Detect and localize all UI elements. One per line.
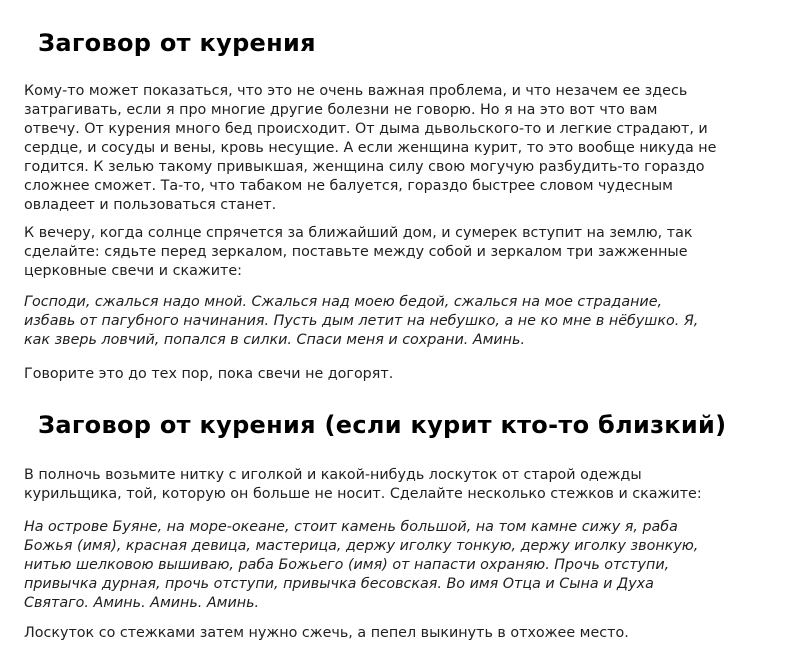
text-line: как зверь ловчий, попался в силки. Спаси меня и сохрани. Аминь. xyxy=(24,332,526,348)
text-line: Говорите это до тех пор, пока свечи не догорят. xyxy=(24,366,394,382)
text-line: Господи, сжалься надо мной. Сжалься над моею бедой, сжалься на мое страдание, xyxy=(24,294,663,310)
prayer-paragraph xyxy=(24,293,784,350)
section-2-instruction xyxy=(24,466,784,504)
text-line: церковные свечи и скажите: xyxy=(24,263,242,279)
closing-paragraph xyxy=(24,624,784,643)
section-2-closing xyxy=(24,624,784,643)
text-line: отвечу. От курения много бед происходит. От дыма дьвольского-то и легкие страдают, и xyxy=(24,121,708,137)
text-line: К вечеру, когда солнце спрячется за ближайший дом, и сумерек вступит на землю, так xyxy=(24,225,693,241)
text-line: овладеет и пользоваться станет. xyxy=(24,197,277,213)
prayer-paragraph xyxy=(24,518,784,613)
section-1-prayer xyxy=(24,293,784,350)
text-line: нитью шелковою вышиваю, раба Божьего (имя) от напасти охраняю. Прочь отступи, xyxy=(24,557,670,573)
text-line: сделайте: сядьте перед зеркалом, поставьте между собой и зеркалом три зажженные xyxy=(24,244,688,260)
section-1-instruction xyxy=(24,224,784,281)
text-line: Лоскуток со стежками затем нужно сжечь, а пепел выкинуть в отхожее место. xyxy=(24,625,629,641)
section-1-intro xyxy=(24,82,784,215)
section-2-title: Заговор от курения (если курит кто-то близкий) xyxy=(38,411,727,439)
closing-paragraph xyxy=(24,365,784,384)
text-line: затрагивать, если я про многие другие болезни не говорю. Но я на это вот что вам xyxy=(24,102,658,118)
text-line: На острове Буяне, на море-океане, стоит камень большой, на том камне сижу я, раба xyxy=(24,519,678,535)
section-2-prayer xyxy=(24,518,784,613)
text-line: Кому-то может показаться, что это не очень важная проблема, и что незачем ее здесь xyxy=(24,83,688,99)
section-1-closing xyxy=(24,365,784,384)
instruction-paragraph xyxy=(24,224,784,281)
text-line: годится. К зелью такому привыкшая, женщина силу свою могучую разбудить-то гораздо xyxy=(24,159,705,175)
text-line: В полночь возьмите нитку с иголкой и какой-нибудь лоскуток от старой одежды xyxy=(24,467,642,483)
text-line: Святаго. Аминь. Аминь. Аминь. xyxy=(24,595,260,611)
section-1-title: Заговор от курения xyxy=(38,29,316,57)
text-line: сложнее сможет. Та-то, что табаком не балуется, гораздо быстрее словом чудесным xyxy=(24,178,673,194)
text-line: избавь от пагубного начинания. Пусть дым летит на небушко, а не ко мне в нёбушко. Я, xyxy=(24,313,699,329)
text-line: курильщика, той, которую он больше не носит. Сделайте несколько стежков и скажите: xyxy=(24,486,702,502)
text-line: Божья (имя), красная девица, мастерица, держу иголку тонкую, держу иголку звонкую, xyxy=(24,538,699,554)
intro-paragraph xyxy=(24,82,784,215)
text-line: привычка дурная, прочь отступи, привычка бесовская. Во имя Отца и Сына и Духа xyxy=(24,576,654,592)
text-line: сердце, и сосуды и вены, кровь несущие. А если женщина курит, то это вообще никуда не xyxy=(24,140,717,156)
instruction-paragraph xyxy=(24,466,784,504)
